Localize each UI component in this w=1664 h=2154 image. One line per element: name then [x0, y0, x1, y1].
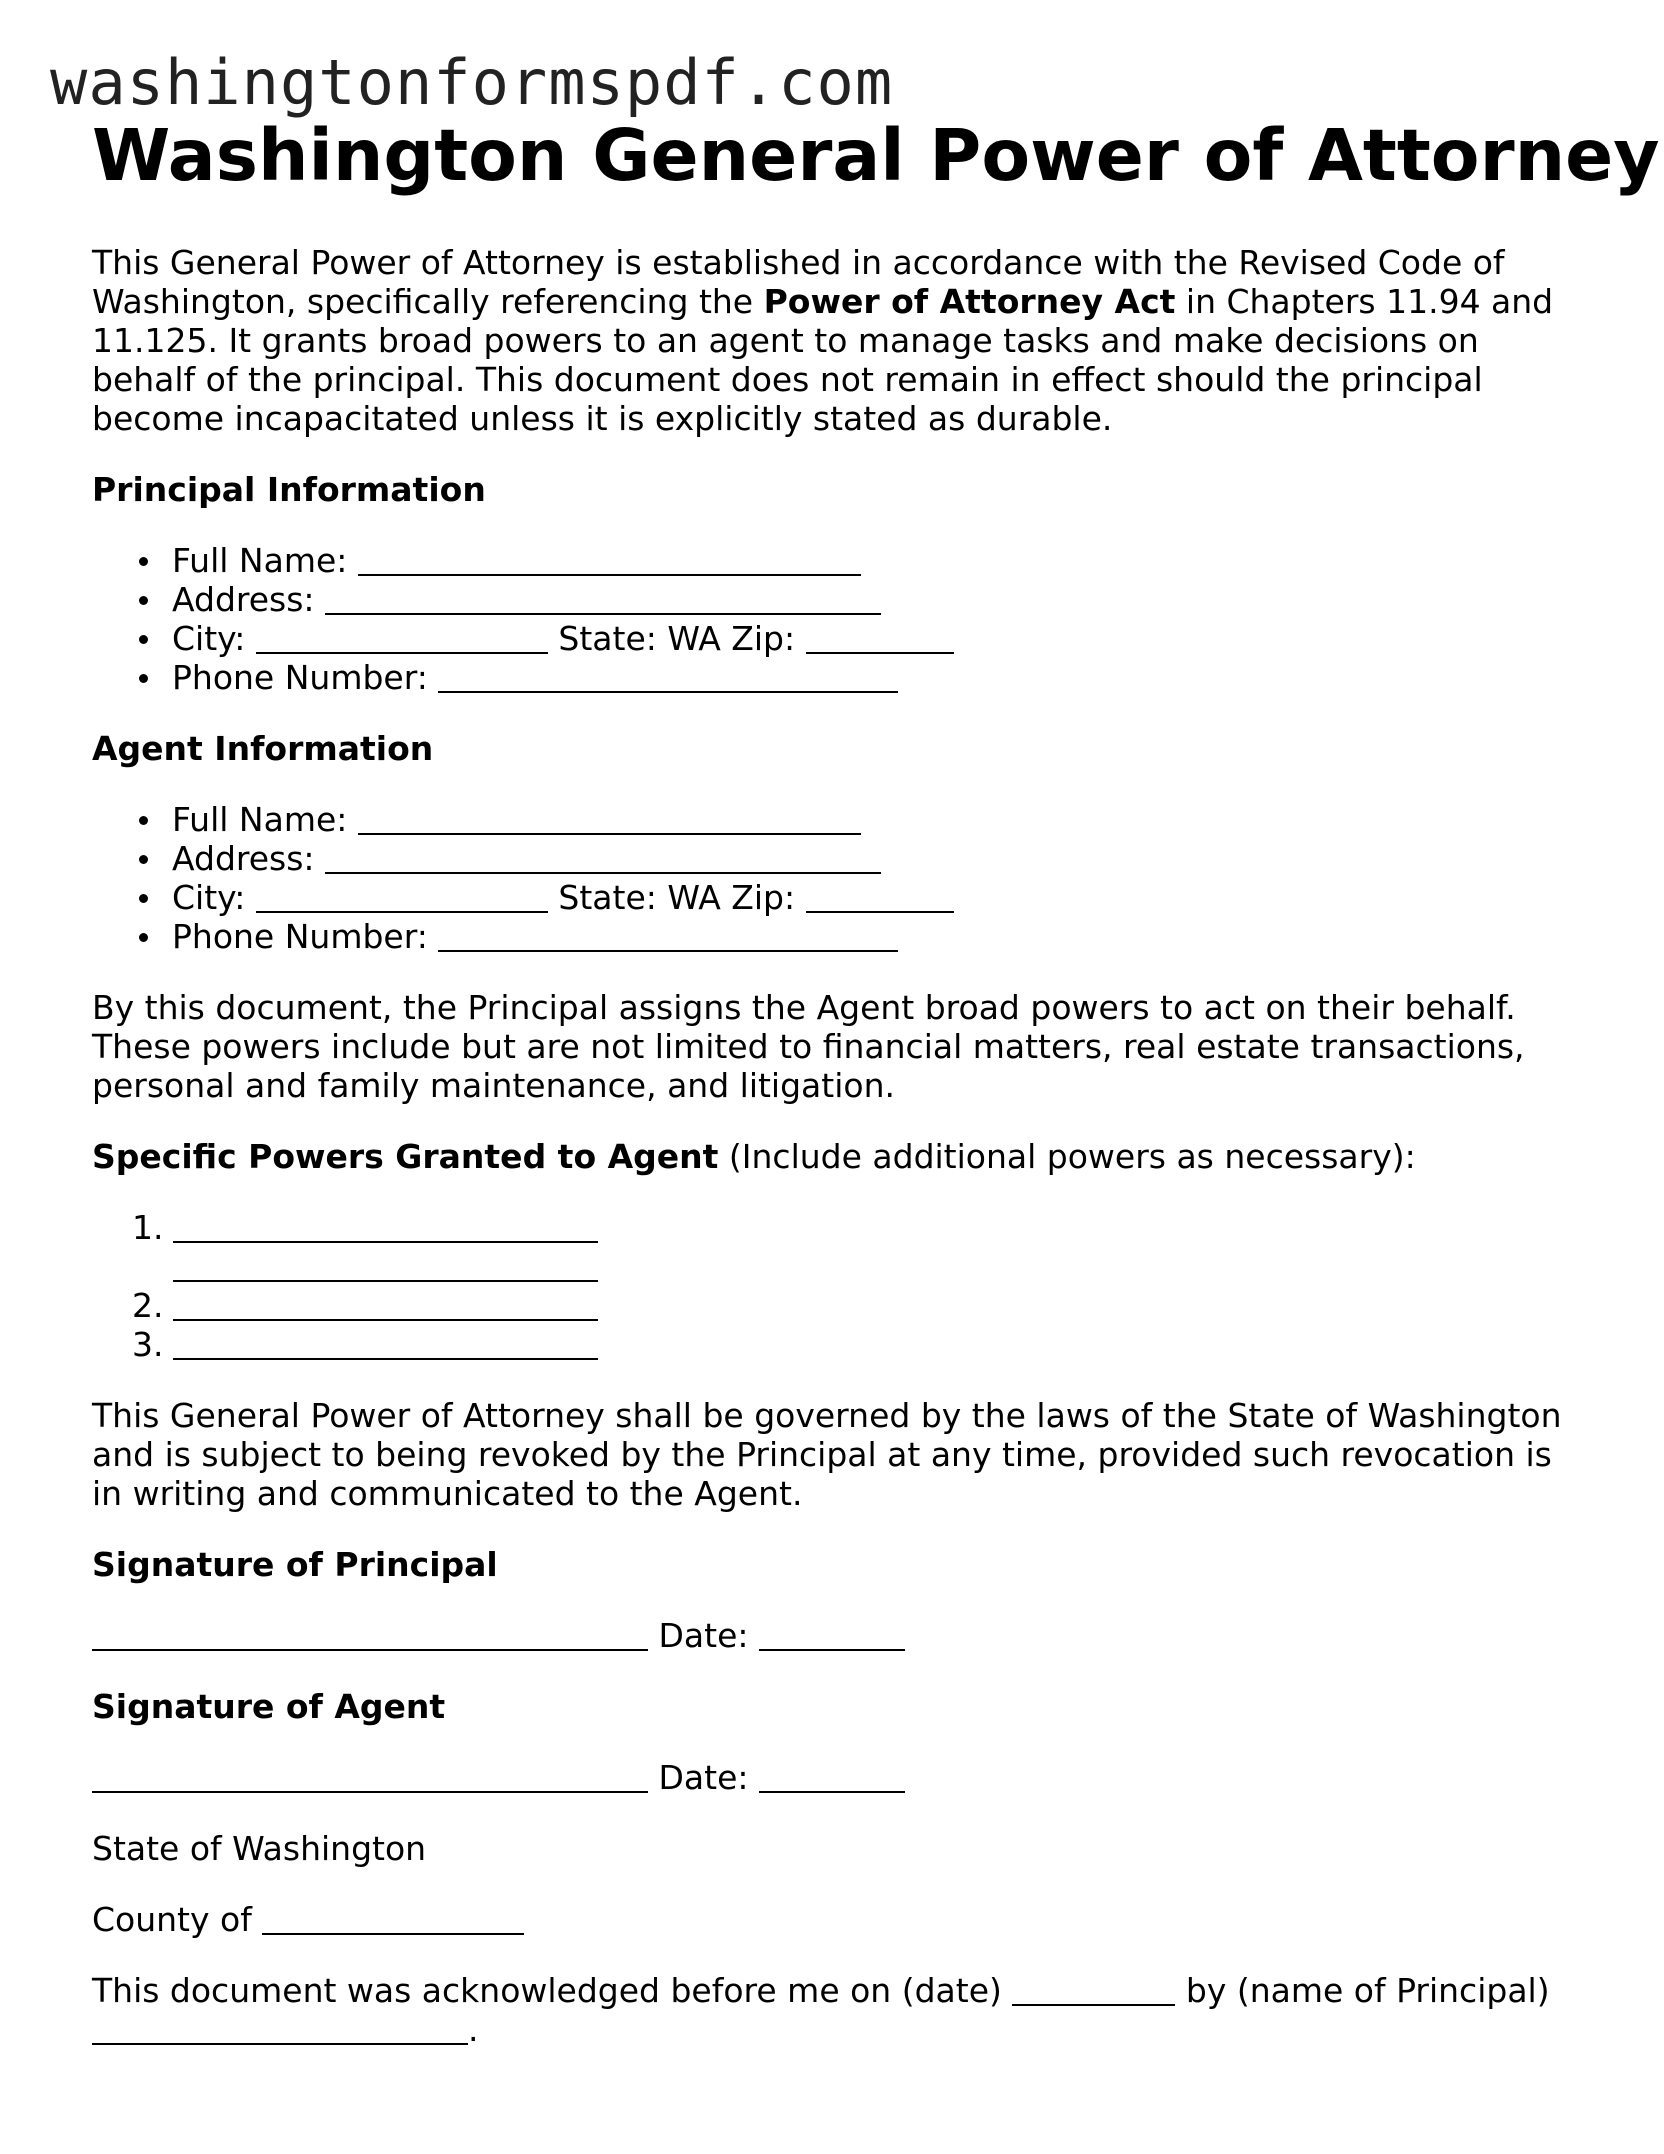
principal-signature-row — [92, 1616, 1592, 1655]
principal-state-zip-label: State: WA Zip: — [558, 619, 796, 658]
county-label: County of — [92, 1900, 252, 1939]
power-item-1-blank-continued[interactable] — [173, 1249, 598, 1282]
specific-powers-heading — [92, 1137, 1592, 1176]
principal-address-blank[interactable] — [325, 582, 881, 615]
watermark: washingtonformspdf.com — [50, 46, 894, 119]
county-blank[interactable] — [262, 1902, 524, 1935]
principal-signature-heading: Signature of Principal — [92, 1545, 498, 1584]
power-item-1-blank[interactable] — [173, 1210, 598, 1243]
principal-full-name-label: Full Name: — [172, 541, 348, 580]
specific-powers-list — [92, 1208, 1592, 1364]
acknowledgment-date-label: This document was acknowledged before me on (date) — [92, 1971, 1002, 2010]
agent-full-name-blank[interactable] — [358, 802, 861, 835]
agent-date-blank[interactable] — [759, 1760, 905, 1793]
governing-paragraph: This General Power of Attorney shall be governed by the laws of the State of Washington and is subject to being revoked by the Principal at any time, provided such revocation is in writing and communicated to the Agent. — [92, 1396, 1562, 1513]
agent-address-blank[interactable] — [325, 841, 881, 874]
intro-paragraph: This General Power of Attorney is established in accordance with the Revised Code of Washington, specifically referencing the Power of Attorney Act in Chapters 11.94 and 11.125. It grants broad powers to an agent to manage tasks and make decisions on behalf of the principal. This document does not remain in effect should the principal become incapacitated unless it is explicitly stated as durable. — [92, 243, 1554, 438]
principal-phone-blank[interactable] — [438, 660, 898, 693]
power-item-2 — [92, 1286, 1592, 1325]
acknowledgment-date-blank[interactable] — [1012, 1973, 1175, 2006]
principal-fields — [92, 541, 1592, 697]
principal-zip-blank[interactable] — [806, 621, 954, 654]
acknowledgment-period: . — [468, 2010, 479, 2049]
agent-city-label: City: — [172, 878, 246, 917]
principal-date-blank[interactable] — [759, 1618, 905, 1651]
agent-signature-blank[interactable] — [92, 1760, 648, 1793]
principal-city-blank[interactable] — [256, 621, 548, 654]
principal-full-name-row — [172, 541, 1592, 580]
agent-fields — [92, 800, 1592, 956]
agent-phone-row — [172, 917, 1592, 956]
specific-powers-note: (Include additional powers as necessary): — [718, 1137, 1416, 1176]
specific-powers-title: Specific Powers Granted to Agent — [92, 1137, 719, 1176]
principal-heading: Principal Information — [92, 470, 486, 509]
principal-signature-blank[interactable] — [92, 1618, 648, 1651]
county-row — [92, 1900, 1592, 1939]
agent-state-zip-label: State: WA Zip: — [558, 878, 796, 917]
agent-city-blank[interactable] — [256, 880, 548, 913]
agent-phone-blank[interactable] — [438, 919, 898, 952]
act-name: Power of Attorney Act — [763, 282, 1176, 321]
document-page — [92, 114, 1660, 2049]
power-item-number: 2. — [132, 1286, 164, 1325]
agent-date-label: Date: — [658, 1758, 749, 1797]
agent-zip-blank[interactable] — [806, 880, 954, 913]
power-item-2-blank[interactable] — [173, 1288, 598, 1321]
acknowledgment-paragraph — [92, 1971, 1592, 2049]
state-line: State of Washington — [92, 1829, 427, 1868]
principal-address-row — [172, 580, 1592, 619]
principal-address-label: Address: — [172, 580, 315, 619]
principal-city-label: City: — [172, 619, 246, 658]
acknowledgment-principal-blank[interactable] — [92, 2012, 468, 2045]
power-item-3 — [92, 1325, 1592, 1364]
powers-paragraph: By this document, the Principal assigns the Agent broad powers to act on their behalf. These powers include but are not limited to financial matters, real estate transactions, personal and family maintenance, and litigation. — [92, 988, 1525, 1105]
power-item-3-blank[interactable] — [173, 1327, 598, 1360]
power-item-number: 1. — [132, 1208, 164, 1247]
agent-heading: Agent Information — [92, 729, 434, 768]
agent-city-row — [172, 878, 1592, 917]
power-item-number: 3. — [132, 1325, 164, 1364]
agent-signature-row — [92, 1758, 1592, 1797]
agent-phone-label: Phone Number: — [172, 917, 428, 956]
agent-full-name-label: Full Name: — [172, 800, 348, 839]
acknowledgment-principal-label: by (name of Principal) — [1185, 1971, 1550, 2010]
agent-address-row — [172, 839, 1592, 878]
principal-date-label: Date: — [658, 1616, 749, 1655]
principal-phone-row — [172, 658, 1592, 697]
principal-full-name-blank[interactable] — [358, 543, 861, 576]
agent-full-name-row — [172, 800, 1592, 839]
power-item-1 — [92, 1208, 1592, 1286]
agent-address-label: Address: — [172, 839, 315, 878]
principal-city-row — [172, 619, 1592, 658]
document-title: Washington General Power of Attorney — [92, 114, 1660, 197]
agent-signature-heading: Signature of Agent — [92, 1687, 446, 1726]
principal-phone-label: Phone Number: — [172, 658, 428, 697]
